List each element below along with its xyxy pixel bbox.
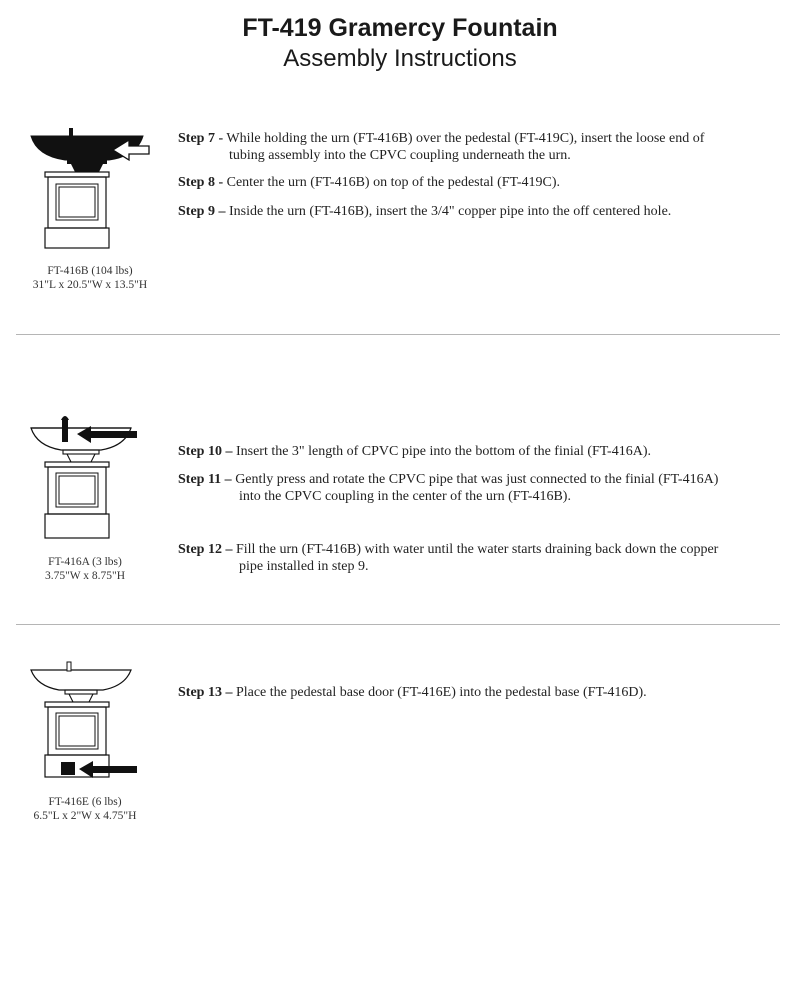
step-label: Step 10 – <box>178 444 233 459</box>
step-text: Place the pedestal base door (FT-416E) into the pedestal base (FT-416D). <box>235 685 647 700</box>
part-weight: FT-416A (3 lbs) <box>48 556 122 568</box>
step-text: Center the urn (FT-416B) on top of the pedestal (FT-419C). <box>226 175 560 190</box>
step-10 <box>178 443 778 460</box>
step-text: Fill the urn (FT-416B) with water until the water starts draining back down the copper <box>235 542 719 557</box>
step-9 <box>178 203 778 220</box>
section-divider <box>16 624 780 625</box>
part-dimensions: 31"L x 20.5"W x 13.5"H <box>32 279 148 291</box>
steps-group <box>178 443 778 575</box>
page-subtitle: Assembly Instructions <box>283 45 517 72</box>
assembled-fountain-illustration <box>25 654 145 784</box>
step-label: Step 8 - <box>178 175 224 190</box>
step-7 <box>178 130 778 164</box>
part-caption <box>0 264 180 292</box>
page-title: FT-419 Gramercy Fountain <box>242 14 558 42</box>
steps-group <box>178 130 778 220</box>
part-caption <box>0 795 170 823</box>
step-label: Step 9 – <box>178 204 226 219</box>
step-text-continued: pipe installed in step 9. <box>239 559 369 574</box>
step-text-continued: tubing assembly into the CPVC coupling underneath the urn. <box>229 148 571 163</box>
step-13 <box>178 684 778 701</box>
step-text: While holding the urn (FT-416B) over the pedestal (FT-419C), insert the loose end of <box>226 131 705 146</box>
step-12 <box>178 541 778 575</box>
step-text: Gently press and rotate the CPVC pipe that was just connected to the finial (FT-416A) <box>235 472 719 487</box>
step-8 <box>178 174 778 191</box>
step-11 <box>178 471 778 505</box>
step-text: Insert the 3" length of CPVC pipe into the bottom of the finial (FT-416A). <box>235 444 651 459</box>
steps-group <box>178 684 778 701</box>
step-label: Step 11 – <box>178 472 232 487</box>
part-dimensions: 6.5"L x 2"W x 4.75"H <box>33 810 137 822</box>
part-weight: FT-416E (6 lbs) <box>48 796 122 808</box>
section-divider <box>16 334 780 335</box>
step-label: Step 13 – <box>178 685 233 700</box>
step-text-continued: into the CPVC coupling in the center of the urn (FT-416B). <box>239 489 571 504</box>
step-label: Step 12 – <box>178 542 233 557</box>
step-label: Step 7 - <box>178 131 224 146</box>
urn-on-pedestal-illustration <box>25 122 160 250</box>
part-dimensions: 3.75"W x 8.75"H <box>44 570 126 582</box>
finial-on-urn-illustration <box>25 412 145 542</box>
part-weight: FT-416B (104 lbs) <box>47 265 133 277</box>
part-caption <box>0 555 170 583</box>
step-text: Inside the urn (FT-416B), insert the 3/4" copper pipe into the off centered hole. <box>228 204 672 219</box>
